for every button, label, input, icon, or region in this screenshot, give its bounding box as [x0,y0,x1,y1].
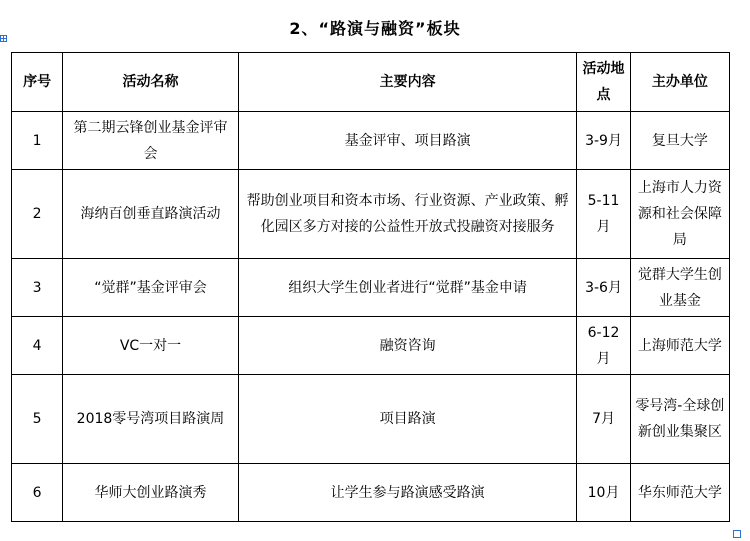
cell-place: 6-12月 [577,317,630,375]
cell-host: 上海师范大学 [630,317,729,375]
cell-place: 5-11月 [577,170,630,259]
cell-content: 基金评审、项目路演 [238,112,577,170]
header-content: 主要内容 [238,53,577,112]
cell-content: 让学生参与路演感受路演 [238,464,577,522]
cell-place: 3-6月 [577,259,630,317]
table-row [12,112,730,170]
cell-name: “觉群”基金评审会 [63,259,239,317]
cell-place: 3-9月 [577,112,630,170]
cell-name: 海纳百创垂直路演活动 [63,170,239,259]
table-row [12,170,730,259]
cell-name: 华师大创业路演秀 [63,464,239,522]
cell-content: 融资咨询 [238,317,577,375]
cell-host: 觉群大学生创业基金 [630,259,729,317]
cell-seq: 5 [12,375,63,464]
header-host: 主办单位 [630,53,729,112]
cell-name: 第二期云锋创业基金评审会 [63,112,239,170]
table-row [12,464,730,522]
cell-seq: 1 [12,112,63,170]
table-resize-handle[interactable] [733,530,741,538]
table-row [12,259,730,317]
cell-name: VC一对一 [63,317,239,375]
cell-place: 7月 [577,375,630,464]
table-header-row [12,53,730,112]
cell-place: 10月 [577,464,630,522]
header-seq: 序号 [12,53,63,112]
header-name: 活动名称 [63,53,239,112]
cell-host: 复旦大学 [630,112,729,170]
cell-content: 帮助创业项目和资本市场、行业资源、产业政策、孵化园区多方对接的公益性开放式投融资对接服务 [238,170,577,259]
cell-name: 2018零号湾项目路演周 [63,375,239,464]
cell-host: 零号湾-全球创新创业集聚区 [630,375,729,464]
cell-content: 项目路演 [238,375,577,464]
activity-table [11,52,730,522]
cell-seq: 2 [12,170,63,259]
cell-host: 上海市人力资源和社会保障局 [630,170,729,259]
cell-seq: 6 [12,464,63,522]
cell-seq: 3 [12,259,63,317]
cell-host: 华东师范大学 [630,464,729,522]
cell-seq: 4 [12,317,63,375]
cell-content: 组织大学生创业者进行“觉群”基金申请 [238,259,577,317]
header-place: 活动地点 [577,53,630,112]
table-row [12,375,730,464]
section-title: 2、“路演与融资”板块 [289,19,461,38]
table-row [12,317,730,375]
